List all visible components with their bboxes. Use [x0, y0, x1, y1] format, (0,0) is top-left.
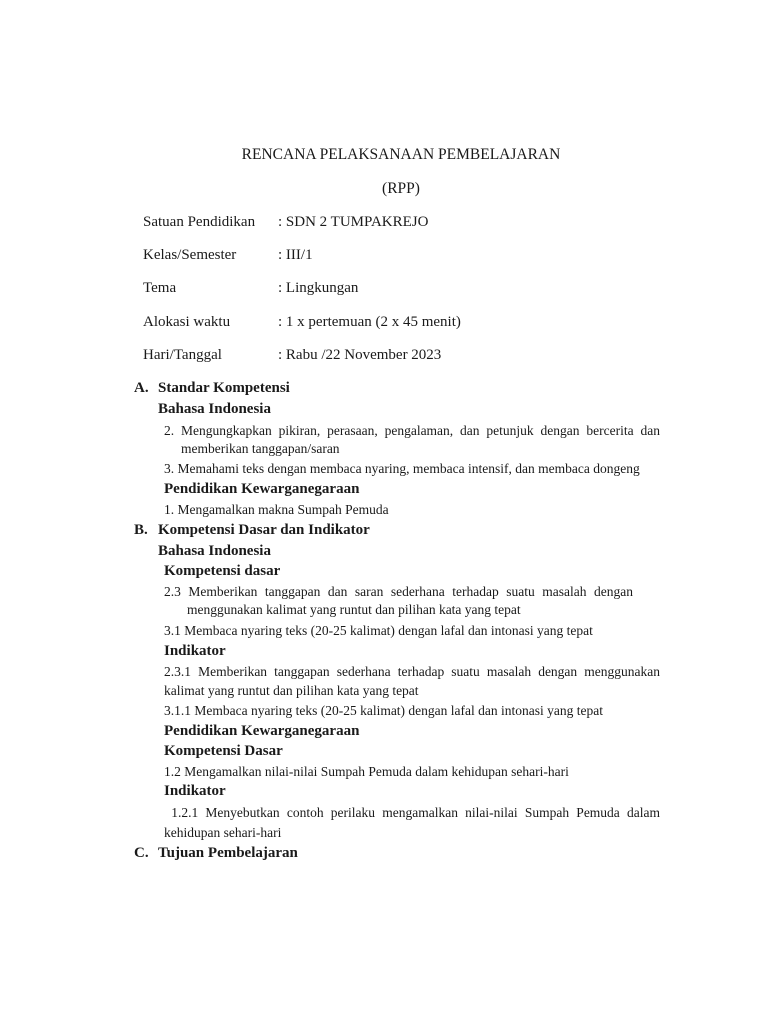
kd-2-3-line2: menggunakan kalimat yang runtut dan pilihan kata yang tepat	[187, 602, 521, 617]
kd-3-1: 3.1 Membaca nyaring teks (20-25 kalimat) dengan lafal dan intonasi yang tepat	[164, 623, 593, 638]
sk-pkn-item-1: 1. Mengamalkan makna Sumpah Pemuda	[164, 502, 389, 517]
section-a-subheading-pkn: Pendidikan Kewarganegaraan	[164, 481, 360, 497]
section-b-letter: B.	[134, 522, 148, 538]
info-value-alokasi: : 1 x pertemuan (2 x 45 menit)	[278, 314, 461, 330]
section-a-heading	[134, 380, 290, 397]
sk-item-3: 3. Memahami teks dengan membaca nyaring, membaca intensif, dan membaca dongeng	[164, 461, 640, 476]
info-value-satuan: : SDN 2 TUMPAKREJO	[278, 214, 429, 230]
info-value-kelas: : III/1	[278, 247, 313, 263]
section-c-heading	[134, 845, 298, 862]
section-a-title: Standar Kompetensi	[158, 380, 290, 396]
section-b-heading	[134, 522, 370, 539]
section-a-subheading-bahasa: Bahasa Indonesia	[158, 401, 271, 417]
info-label-kelas: Kelas/Semester	[143, 247, 237, 263]
section-c-title: Tujuan Pembelajaran	[158, 845, 298, 861]
kd-1-2: 1.2 Mengamalkan nilai-nilai Sumpah Pemuda dalam kehidupan sehari-hari	[164, 764, 569, 779]
kd-heading-pkn: Kompetensi Dasar	[164, 743, 283, 759]
info-label-alokasi: Alokasi waktu	[143, 314, 231, 330]
section-b-title: Kompetensi Dasar dan Indikator	[158, 522, 370, 538]
info-label-satuan: Satuan Pendidikan	[143, 214, 256, 230]
indikator-2-3-1-line1: 2.3.1 Memberikan tanggapan sederhana terhadap suatu masalah dengan menggunakan	[164, 664, 660, 679]
document-title: RENCANA PELAKSANAAN PEMBELAJARAN	[241, 146, 561, 163]
section-b-subheading-pkn: Pendidikan Kewarganegaraan	[164, 723, 360, 739]
sk-item-2-line1: 2. Mengungkapkan pikiran, perasaan, pengalaman, dan petunjuk dengan bercerita dan	[164, 423, 660, 438]
document-subtitle: (RPP)	[382, 180, 420, 197]
indikator-2-3-1-line2: kalimat yang runtut dan pilihan kata yang tepat	[164, 683, 419, 698]
kd-2-3-line1: 2.3 Memberikan tanggapan dan saran sederhana terhadap suatu masalah dengan	[164, 584, 633, 599]
kd-heading: Kompetensi dasar	[164, 563, 281, 579]
indikator-heading-pkn: Indikator	[164, 783, 226, 799]
indikator-3-1-1: 3.1.1 Membaca nyaring teks (20-25 kalimat) dengan lafal dan intonasi yang tepat	[164, 703, 603, 718]
indikator-1-2-1-line1: 1.2.1 Menyebutkan contoh perilaku mengamalkan nilai-nilai Sumpah Pemuda dalam	[164, 805, 660, 820]
info-value-tema: : Lingkungan	[278, 280, 359, 296]
section-a-letter: A.	[134, 380, 149, 396]
section-c-letter: C.	[134, 845, 149, 861]
indikator-heading: Indikator	[164, 643, 226, 659]
sk-item-2-line2: memberikan tanggapan/saran	[181, 441, 340, 456]
section-b-subheading-bahasa: Bahasa Indonesia	[158, 543, 271, 559]
info-label-tanggal: Hari/Tanggal	[143, 347, 222, 363]
info-value-tanggal: : Rabu /22 November 2023	[278, 347, 442, 363]
indikator-1-2-1-line2: kehidupan sehari-hari	[164, 825, 282, 840]
info-label-tema: Tema	[143, 280, 177, 296]
